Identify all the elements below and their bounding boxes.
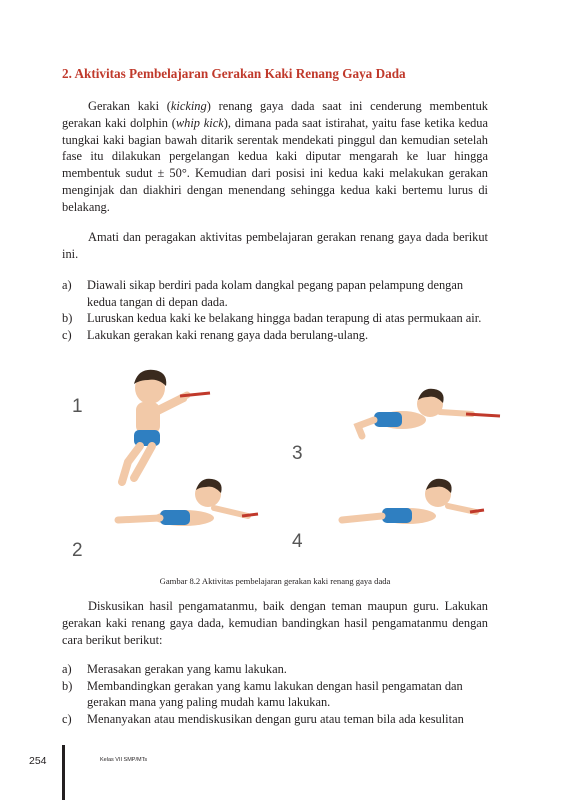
comparison-list <box>62 661 492 727</box>
child-standing <box>122 370 210 482</box>
term-kicking: kicking <box>170 99 207 113</box>
swimming-figure <box>62 368 502 578</box>
list-marker: c) <box>62 711 72 726</box>
instruction-paragraph <box>62 229 488 263</box>
figure-caption: Gambar 8.2 Aktivitas pembelajaran gerakan kaki renang gaya dada <box>159 576 391 586</box>
list-item-text: Luruskan kedua kaki ke belakang hingga badan terapung di atas permukaan air. <box>87 311 482 326</box>
list-item-text: Lakukan gerakan kaki renang gaya dada berulang-ulang. <box>87 327 369 342</box>
list-item <box>62 277 492 310</box>
para-text-1: Gerakan kaki ( <box>88 99 171 113</box>
term-whip-kick: whip kick <box>175 115 224 130</box>
list-marker: b) <box>62 678 73 693</box>
list-item-text: Membandingkan gerakan yang kamu lakukan dengan hasil pengamatan dan gerakan mana yang paling mudah kamu lakukan. <box>87 678 463 710</box>
page-number: 254 <box>29 755 47 767</box>
figure-label-3: 3 <box>292 443 303 464</box>
list-item <box>62 310 492 327</box>
child-swimming-kick <box>358 389 500 436</box>
para-text-3: ), dimana pada saat istirahat, yaitu fase ketika kedua tungkai kaki bagian bawah ditarik serentak mendekati pinggul dan kemudian setelah fase itu dilakukan pergelangan kedua kaki diputar mengarah ke luar hingga membentuk sudut ± 50°. Kemudian dari posisi ini kedua kaki melakukan gerakan menginjak dan diakhiri dengan menendang sehingga kedua kaki bertemu lurus di belakang. <box>62 115 488 214</box>
figure-label-2: 2 <box>72 540 83 561</box>
child-floating-kick <box>342 479 484 524</box>
steps-list <box>62 277 492 343</box>
list-item <box>62 711 492 728</box>
list-marker: a) <box>62 662 72 676</box>
footer-divider <box>62 745 65 800</box>
list-item <box>62 327 492 344</box>
section-heading: 2. Aktivitas Pembelajaran Gerakan Kaki Renang Gaya Dada <box>62 66 406 81</box>
list-item-text: Merasakan gerakan yang kamu lakukan. <box>87 662 287 676</box>
list-marker: a) <box>62 278 72 292</box>
list-item-text: Menanyakan atau mendiskusikan dengan guru atau teman bila ada kesulitan <box>87 711 464 726</box>
list-marker: c) <box>62 327 72 342</box>
figure-label-1: 1 <box>72 396 83 417</box>
list-item <box>62 678 492 711</box>
intro-paragraph <box>62 98 488 216</box>
instruction-text: Amati dan peragakan aktivitas pembelajaran gerakan renang gaya dada berikut ini. <box>62 230 488 261</box>
list-marker: b) <box>62 311 73 326</box>
discussion-paragraph <box>62 598 488 648</box>
figure-illustration <box>62 368 502 578</box>
list-item-text: Diawali sikap berdiri pada kolam dangkal pegang papan pelampung dengan kedua tangan di depan dada. <box>87 278 464 309</box>
list-item <box>62 661 492 678</box>
discussion-text: Diskusikan hasil pengamatanmu, baik dengan teman maupun guru. Lakukan gerakan kaki renang gaya dada, kemudian bandingkan hasil pengamatanmu dengan cara berikut berikut: <box>62 599 488 647</box>
book-title: Kelas VII SMP/MTs <box>100 757 148 763</box>
para-text-2: ) renang gaya dada saat ini cenderung membentuk gerakan kaki dolphin ( <box>62 99 488 130</box>
figure-label-4: 4 <box>292 531 303 552</box>
child-floating-flat <box>118 479 258 526</box>
